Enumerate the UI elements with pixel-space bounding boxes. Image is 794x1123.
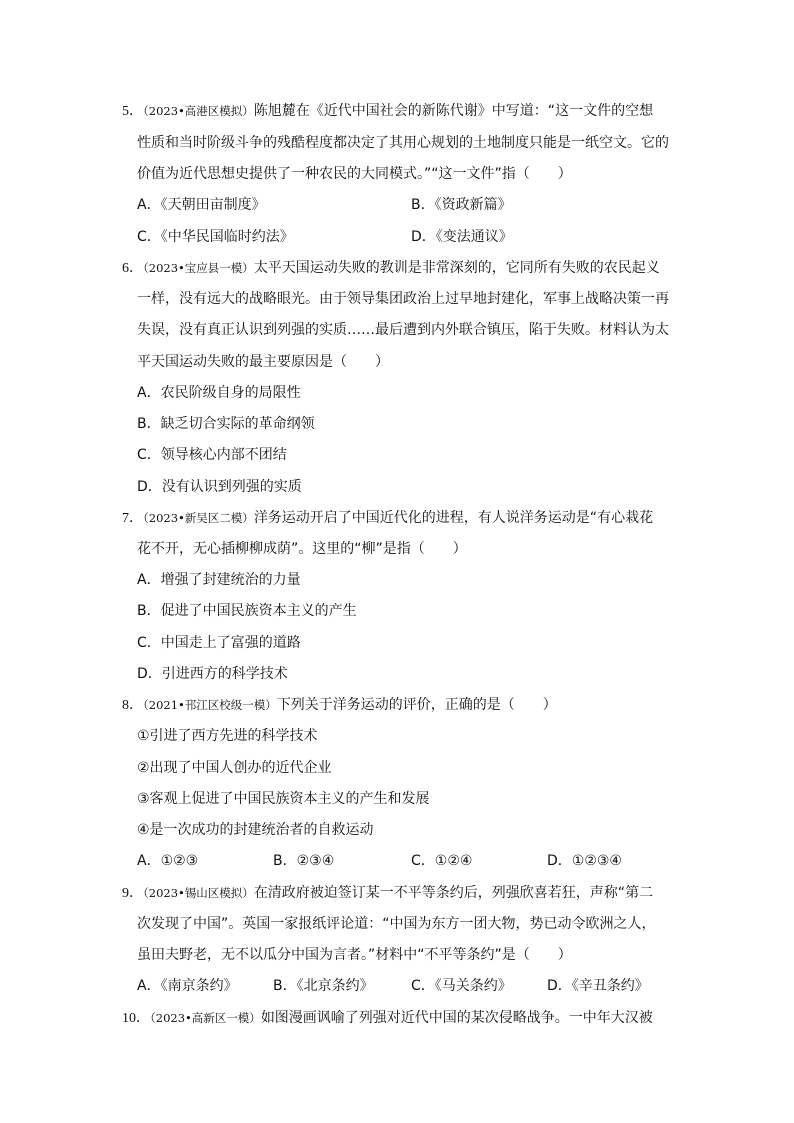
statement-1: ①引进了西方先进的科学技术 xyxy=(137,728,318,744)
question-source: （2023•高港区模拟） xyxy=(143,104,254,118)
question-9-line-1 xyxy=(122,883,653,904)
option-b: B．《资政新篇》 xyxy=(411,197,512,213)
question-source: （2023•新吴区二模） xyxy=(143,511,254,525)
statement-2: ②出现了中国人创办的近代企业 xyxy=(137,760,332,776)
option-a: A．增强了封建统治的力量 xyxy=(137,572,301,588)
question-number: 8． xyxy=(122,698,143,713)
option-c: C．①②④ xyxy=(411,853,473,869)
statement-4: ④是一次成功的封建统治者的自救运动 xyxy=(137,822,374,838)
question-9-line-3: 虽田夫野老，无不以瓜分中国为言者。”材料中“不平等条约”是（ ） xyxy=(137,947,572,963)
question-5-line-3: 价值为近代思想史提供了一种农民的大同模式。”“这一文件”指（ ） xyxy=(137,166,572,182)
option-a: A．《天朝田亩制度》 xyxy=(137,197,266,213)
option-c: C．《马关条约》 xyxy=(411,978,512,994)
question-stem: 如图漫画讽喻了列强对近代中国的某次侵略战争。一中年大汉被 xyxy=(260,1010,653,1026)
question-number: 9． xyxy=(122,886,143,901)
question-stem: 在清政府被迫签订某一不平等条约后，列强欣喜若狂，声称“第二 xyxy=(253,885,654,901)
option-d: D．《辛丑条约》 xyxy=(547,978,649,994)
statement-3: ③客观上促进了中国民族资本主义的产生和发展 xyxy=(137,791,430,807)
question-source: （2021•邗江区校级一模） xyxy=(143,698,277,712)
option-d: D．《变法通议》 xyxy=(411,229,513,245)
option-c: C．领导核心内部不团结 xyxy=(137,447,287,463)
question-7-line-2: 花不开，无心插柳柳成荫”。这里的“柳”是指（ ） xyxy=(137,541,467,557)
option-a: A．①②③ xyxy=(137,853,199,869)
option-a: A．农民阶级自身的局限性 xyxy=(137,385,301,401)
option-b: B．缺乏切合实际的革命纲领 xyxy=(137,416,315,432)
question-9-line-2: 次发现了中国”。英国一家报纸评论道：“中国为东方一团大物，势已动令欧洲之人， xyxy=(137,916,656,932)
question-stem: 洋务运动开启了中国近代化的进程，有人说洋务运动是“有心栽花 xyxy=(253,510,654,526)
option-b: B．《北京条约》 xyxy=(273,978,374,994)
question-5-line-2: 性质和当时阶级斗争的残酷程度都决定了其用心规划的土地制度只能是一纸空文。它的 xyxy=(137,135,669,151)
option-d: D．没有认识到列强的实质 xyxy=(137,479,302,495)
option-c: C．中国走上了富强的道路 xyxy=(137,635,301,651)
option-b: B．②③④ xyxy=(273,853,335,869)
option-d: D．①②③④ xyxy=(547,853,622,869)
option-a: A．《南京条约》 xyxy=(137,978,238,994)
question-6-line-3: 失误，没有真正认识到列强的实质……最后遭到内外联合镇压，陷于失败。材料认为太 xyxy=(137,322,669,338)
option-d: D．引进西方的科学技术 xyxy=(137,666,288,682)
option-b: B．促进了中国民族资本主义的产生 xyxy=(137,603,357,619)
question-number: 5． xyxy=(122,104,143,119)
question-7-line-1 xyxy=(122,508,653,529)
question-number: 6． xyxy=(122,261,143,276)
question-8-line-1 xyxy=(122,695,557,716)
question-stem: 陈旭麓在《近代中国社会的新陈代谢》中写道：“这一文件的空想 xyxy=(253,103,654,119)
question-6-line-1 xyxy=(122,258,660,279)
question-number: 10． xyxy=(122,1011,150,1026)
question-10-line-1 xyxy=(122,1008,653,1029)
question-stem: 太平天国运动失败的教训是非常深刻的，它同所有失败的农民起义 xyxy=(253,260,660,276)
question-stem: 下列关于洋务运动的评价，正确的是（ ） xyxy=(276,697,557,713)
question-number: 7． xyxy=(122,511,143,526)
question-source: （2023•宝应县一模） xyxy=(143,261,254,275)
question-source: （2023•锡山区模拟） xyxy=(143,886,254,900)
question-5-line-1 xyxy=(122,101,653,122)
question-6-line-4: 平天国运动失败的最主要原因是（ ） xyxy=(137,354,389,370)
question-source: （2023•高新区一模） xyxy=(150,1011,261,1025)
question-6-line-2: 一样，没有远大的战略眼光。由于领导集团政治上过早地封建化，军事上战略决策一再 xyxy=(137,291,669,307)
option-c: C．《中华民国临时约法》 xyxy=(137,229,294,245)
